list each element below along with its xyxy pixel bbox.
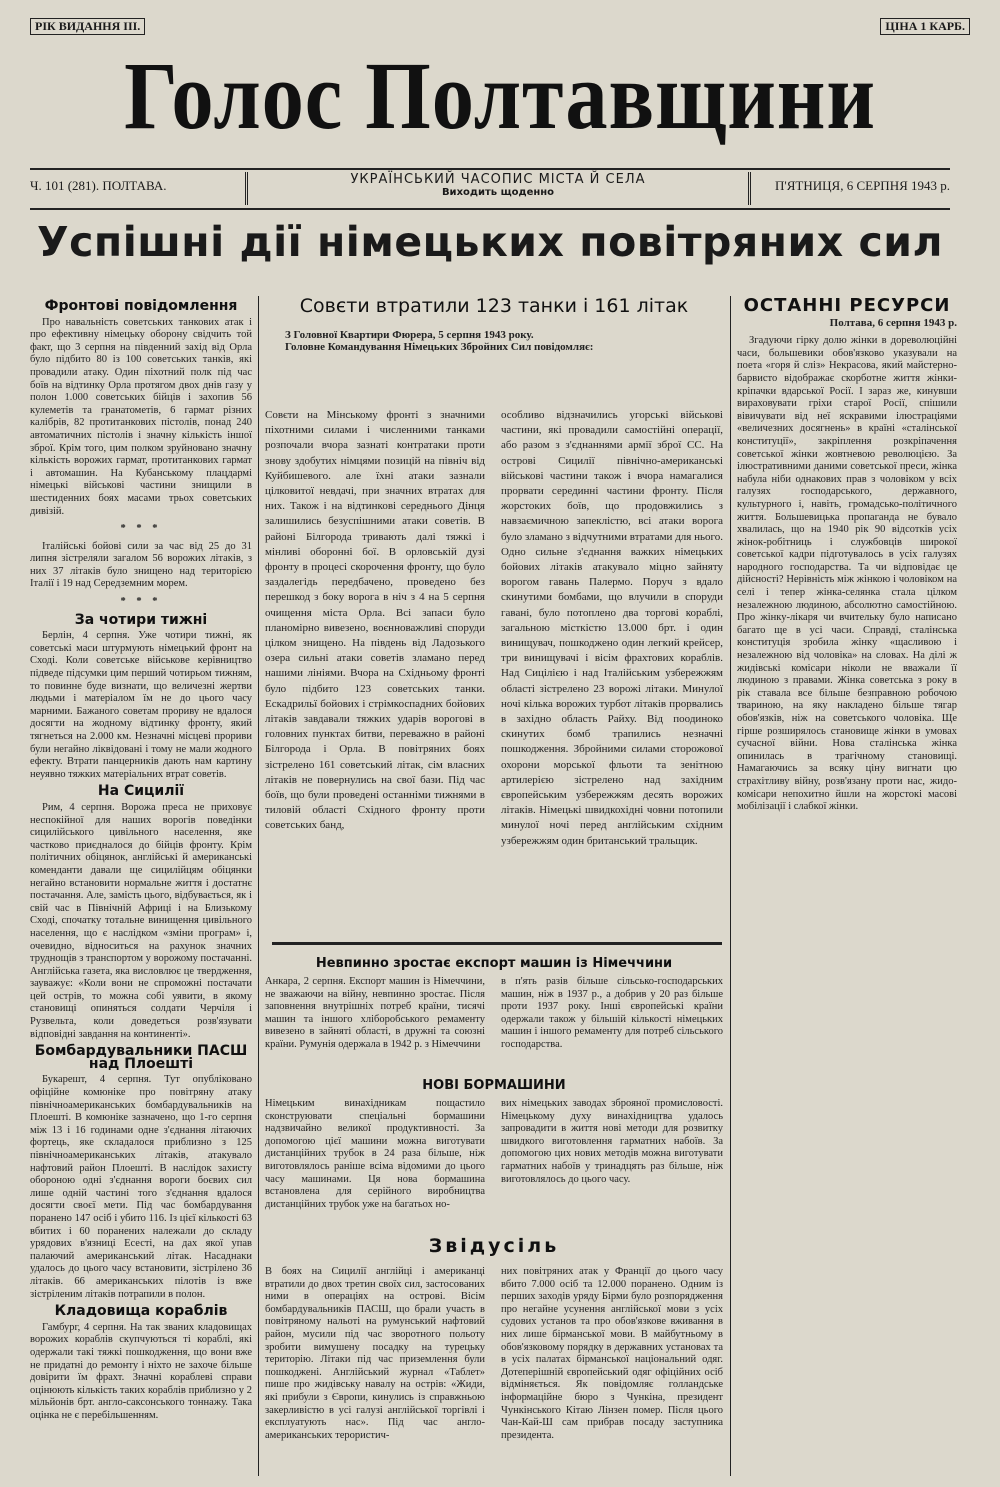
dateline-command: Головне Командування Німецьких Збройних Сил повідомляє:: [285, 341, 594, 354]
drills-text-2: вих німецьких заводах зброяної промисловості. Німецькому духу винахідництва удалось запровадити в життя нові методи для розвитку швидкого виготовлення гарматних набоїв. За допомогою цих нових методів можна виготувати гарматних набоїв у тринадцять раз більше, ніж виготовлялось до цього часу.: [501, 1098, 723, 1185]
right-column: [737, 296, 957, 1476]
resources-title: ОСТАННІ РЕСУРСИ: [743, 296, 951, 316]
report-col-2: особливо відзначились угорські військові частини, які провадили самостійні операції, або разом з з'єднаннями армії зброї СС. На острові Сицилії північно-американські військові частини також і вчора намагалися прорвати серединні частини фронту. Після жорстоких боїв, що продовжились з навзаємичною запеклістю, всі атаки ворога було зламано з відчутними втратами для нього. Одно сильне з'єднання важких німецьких бойових літаків атакувало міцно зайняту ворогом гавань Палермо. Поруч з вдало скинутими бомбами, що влучили в споруди гавані, було потоплено два торгові кораблі, загальною місткістю 13.000 брт. і один винищувач, пошкоджено один легкий крейсер, три винищувачі і вісім фрахтових кораблів. Над Сицілією і над Італійським узбережжям області зістрелено 23 ворожі літаки. Минулої ночі кілька ворожих турбот літаків прорвались в західно область Райху. Від поодиноко скинутих бомб трапились незначні пошкодження. Збройними силами сторожової охорони морської фльоти та зенітною артилерією зістрелено над західним європейським узбережжям десять ворожих літаків. Німецькі швидкохідні човни потопили минулої ночі перед англійським східним узбережжям один британський тральщик.: [501, 409, 723, 847]
export-text-1: Анкара, 2 серпня. Експорт машин із Німеччини, не зважаючи на війну, невпинно зростає. Після заповнення внутрішніх потреб країни, тисячі машин та іншого хліборобського ремаменту вивезено в зайняті області, в дружні та союзні країни. Румунія одержала в 1942 р. з Німеччини: [265, 976, 485, 1050]
frequency: Виходить щоденно: [441, 187, 555, 198]
issue-number: Ч. 101 (281). ПОЛТАВА.: [30, 178, 167, 193]
everywhere-text-2: них повітряних атак у Франції до цього часу вбито 7.000 осіб та 12.000 поранено. Одним із перших заходів уряду Бірми було розпорядження про негайне усунення англійської мови з усіх судових установ та про обов'язкове вживання в них лише бірманської мови. В майбутньому в обов'язковому порядку в державних установах та в усіх палатах бірманської національний одяг. Дотеперішній європейський одяг офіційних осіб відміняється. Як повідомляє голландське інформаційне бюро з Чункіна, президент Чункінського Кітаю Лінзен помер. Після цього Чан-Кай-Ш сам прибрав посаду заступника президента.: [501, 1266, 723, 1441]
drills-article: [265, 1076, 723, 1236]
everywhere-article: [265, 1236, 723, 1476]
drills-title: НОВІ БОРМАШИНИ: [422, 1078, 566, 1093]
bombers-title: Бомбардувальники ПАСШ над Плоешті: [34, 1043, 248, 1072]
column-rule: [258, 296, 259, 1476]
export-text-2: в п'ять разів більше сільсько-господарських машин, ніж в 1937 р., а добрив у 20 раз більше проти 1937 року. Інші європейські країни одержали також у більшій кількості німецьких машин і іншого ремаменту для потреб сільського господарства.: [501, 976, 723, 1050]
bombers-text: Букарешт, 4 серпня. Тут опубліковано офіційне комюніке про повітряну атаку північноамериканських бомбардувальників на Плоешті. В комюніке зазначено, що 1-го серпня між 13 і 16 годинами одне з'єднання літаючих фортець, яке складалося приблизно з 125 північноамериканських літаків, атакувало нафтовий район Плоешті. В наслідок захисту обороною одні з'єднання вороги боєвих сил лише одній частині того з'єднання вдалося досягти своєї мети. Під час бомбардування поранено 147 осіб і убито 116. Із цієї кількості 63 вбитих і 60 поранених належали до складу урядових в'язниці Есесті, на дах якої упав палаючий американський літак. Насаднаки удалось до цього часу встановити, зістрілено 36 літаків. 66 американських пілотів із вже зістріленим літаків потрапили в полон.: [30, 1074, 252, 1300]
resources-dateline: Полтава, 6 серпня 1943 р.: [829, 316, 957, 329]
newspaper-title: Голос Полтавщини: [124, 42, 876, 149]
tagline-box: [245, 172, 751, 205]
year-label: РІК ВИДАННЯ III.: [30, 18, 145, 35]
separator: * * *: [120, 523, 162, 535]
separator: * * *: [120, 596, 162, 608]
tagline: УКРАЇНСЬКИЙ ЧАСОПИС МІСТА Й СЕЛА: [350, 172, 646, 187]
everywhere-text-1: В боях на Сицилії англійці і американці втратили до двох третин своїх сил, застосованих ними в операціях на острові. Вісім бомбардувальників ПАСШ, що брали участь в повітряному нальоті на румунський нафтовий район, мусили під час зворотного польоту зробити вимушену посадку на турецьку територію. Літаки під час приземлення були пошкоджені. Англійський журнал «Таблет» пише про жидівську навалу на острів: «Жиди, які прибули з Європи, кинулись із справжньою закерливістю в усі галузі англійської торгівлі і експлуатують нас». Під час англо-американських терористич-: [265, 1266, 485, 1441]
price-label: ЦІНА 1 КАРБ.: [880, 18, 970, 35]
front-text: Про навальність советських танкових атак і про ефективну німецьку оборону свідчить той факт, що 3 серпня на південний захід від Орла було підбито 80 із 100 советських танків, які провадили атаку. Один піхотний полк під час боїв на відтинку Орла протягом двох днів газу у полон 1.000 советських бійців і захопив 56 кулеметів та гранатометів, 6 гармат різних калібрів, 82 протитанкових пістолів, понад 240 автоматичних пістолів і значну кількість іншої зброї. Крім того, цим полком зруйновано значну кількість ворожих гармат, протитанкових гармат і автомашин. На Кубанському плацдармі німецькі військові частини знищили в шестиденних боях масами трьох советських дивізій.: [30, 316, 252, 517]
front-title: Фронтові повідомлення: [44, 298, 238, 314]
export-title: Невпинно зростає експорт машин із Німеччини: [315, 956, 673, 971]
drills-text-1: Німецьким винахідникам пощастило сконструювати спеціальні бормашини надзвичайно великої продуктивності. За допомогою цієї машини можна виготувати дистанційних трубок в 24 раза більше, ніж виготовлялось раніше всіма відомими до цього часу машинами. Ця нова бормашина встановлена для серійного виробництва дистанційних трубок уже на багатьох но-: [265, 1098, 485, 1210]
graveyard-text: Гамбург, 4 серпня. На так званих кладовищах ворожих кораблів скупчуються ті кораблі, які одержали такі тяжкі пошкодження, що вони вже не придатні до ремонту і ніхто не захоче більше довірити їм фрахт. Значні кораблеві справи оцінюють кількість таких кораблів приблизно у 2 мільйонів брт. англо-саксонського тоннажу. Така оцінка не є перебільшенням.: [30, 1321, 252, 1421]
column-rule: [730, 296, 731, 1476]
issue-date: П'ЯТНИЦЯ, 6 СЕРПНЯ 1943 р.: [775, 178, 950, 193]
everywhere-title: Звідусіль: [428, 1236, 560, 1257]
main-headline: Успішні дії німецьких повітряних сил: [36, 218, 944, 266]
weeks-title: За чотири тижні: [74, 611, 208, 628]
info-bar: [30, 168, 950, 210]
sicily-title: На Сицилії: [97, 783, 185, 800]
graveyard-title: Кладовища кораблів: [54, 1303, 228, 1320]
section-rule: [272, 942, 722, 945]
dateline: З Головної Квартири Фюрера, 5 серпня 1943 року.: [285, 328, 534, 341]
report-col-1: Совєти на Мінському фронті з значними піхотними силами і численними танками розпочали вчора зазнаті контратаки проти знову здобутих німцями позицій на північ від Куйбишевого. але їхні атаки зазнали цілковитої невдачі, при значних втратах для них. Також і на відтинкові середнього Дінця залишились безуспішними атаки советів. В районі Білгорода тривають далі тяжкі і мінливі оборонні бої. В орловській дузі фронту в процесі скорочення фронту, що було заздалегідь передбачено, проведено без перешкод з боку ворога в ніч з 4 на 5 серпня очищення міста Орла. Всі запаси було планомірно вивезено, воєнноважливі споруди цілком знищено. На південь від Ладозького озера сильні атаки советів зламано перед нашими лініями. Вчора на Східньому фронті було підбито 123 советських танки. Ескадрильї бойових і стрімкоспадних бойових літаків завдавали тяжких ударів ворогові в головних пунктах битви, переважно в районі Білгорода і Орла. В повітряних боях зістрелено 161 советський літак, сім власних літаків не повернулись на свої бази. Під час боїв, що були проведені останніми тижнями в тиловій області Східного фронту проти советських банд,: [265, 409, 485, 832]
export-article: [265, 954, 723, 1054]
center-subheadline: Совєти втратили 123 танки і 161 літак: [299, 296, 689, 317]
weeks-text: Берлін, 4 серпня. Уже чотири тижні, як советські маси штурмують німецький фронт на Сході. Коли советське військове керівництво підведе підсумки цим перший чотирьом тижням, то повинне буде визнати, що величезні жертви людьми і матеріалом їм не до цього часу марними. Бажаного советам прориву не вдалося досягти на жодному відтинку фронту, який тягнеться на 2.000 км. Незначні місцеві прориви були негайно ліквідовані і тому не мали жодного ефекту. Втрати панцерників дають нам картину неуявно тяжких матеріальних втрат советів.: [30, 630, 252, 780]
resources-text: Згадуючи гірку долю жінки в дореволюційні часи, большевики обов'язково указували на поета «горя й сліз» Некрасова, який майстерно-барвисто відображає скорботне життя жінки-кріпачки вдарської Росії. І зараз же, кинувши вираховувати гріхи старої Росії, спішили вівичувати від неї яскравими ілюстраціями «величезних досягнень» в країні «сталінської конституції», закріплення розкріпачення советської жінки жовтневою революцією. За ілюстративними даними советської преси, жінка набула ніби однакових прав з чоловіком у всіх галузях господарського, державного, культурного і, навіть, громадсько-політичного життя. Большевицька пропаганда не бувало хвалилась, що на 1940 рік 90 відсотків усіх жінок-робітниць і службовців широкої советської кадри підготувалось в усіх галузях народного господарства. Та чи відповідає це дійсності? Нерівність між жінкою і чоловіком на селі і тепер жінка-селянка стала цілком незалежною людиною, абсолютно самостійною. Про жінку-лікаря чи вчительку було написано багато ще в усі часи. Справді, сталінська конституція зробила жінку «щасливою і незалежною від чоловіка» на словах. На ділі ж жидівські комісари ніколи не вважали її людиною з правами. Жінка советська з року в рік ставала все більше безправною робочою твариною, на яку накладено більше тягар обов'язків, ніж на советського чоловіка. Ще гірше розширялось становище жінки в умовах сучасної війни. Нова сталінська жінка опинилась в трагічному становищі. Намагаючись за всяку ціну вигнати цю страхітливу війну, розв'язану проти нас, жидо-комісари непохитно йшли на жорстокі масові мобілізації і слабкої жінки.: [737, 335, 957, 813]
left-column: [30, 296, 252, 1476]
center-report: [265, 296, 723, 936]
italy-text: Італійські бойові сили за час від 25 до 31 липня зістреляли загалом 56 ворожих літаків, з них 37 літаків було знищено над територією Італії і 19 над Середземним морем.: [30, 540, 252, 590]
sicily-text: Рим, 4 серпня. Ворожа преса не приховує неспокійної для наших ворогів поведінки сицилійського цивільного населення, яке частково приєдналося до бійців фронту. Крім політичних обіцянок, англійські й американські коменданти давали ще сицилійцям обіцянки негайно встановити нормальне життя і достатнє постачання. Але, замість цього, відбувається, як і свій час в Північній Африці і на Близькому Сході, спочатку тотальне винищення цивільного населення, що є наслідком «зміни програм» і, очевидно, відноситься на рахунок значних труднощів з транспортом у ворожому постачанні. Англійська газета, яка висловлює це твердження, зауважує: «Коли вони не спроможні постачати цей острів, то можна собі уявити, в якому становищі опиняться солдати Черчіля і Рузвельта, коли доведеться розв'язувати відповідні завдання на континенті».: [30, 801, 252, 1040]
